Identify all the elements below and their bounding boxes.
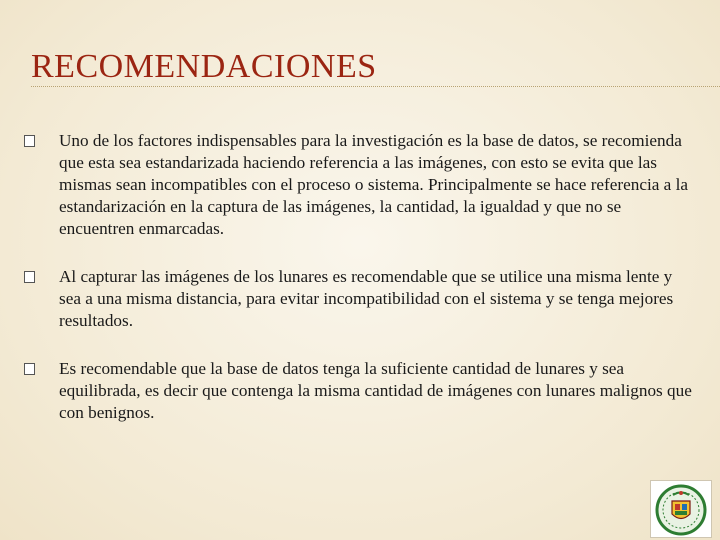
seal-graphic [651,481,711,537]
university-seal-logo [650,480,712,538]
square-bullet-icon [24,363,35,375]
square-bullet-icon [24,271,35,283]
bullet-item [24,130,694,240]
bullet-item [24,358,694,424]
square-bullet-icon [24,135,35,147]
title-divider [31,86,720,87]
bullet-list [24,130,694,450]
bullet-item [24,266,694,332]
bullet-text: Es recomendable que la base de datos tenga la suficiente cantidad de lunares y sea equilibrada, es decir que contenga la misma cantidad de imágenes con lunares malignos que con benignos. [59,359,692,422]
bullet-text: Al capturar las imágenes de los lunares es recomendable que se utilice una misma lente y sea a una misma distancia, para evitar incompatibilidad con el sistema y se tenga mejores resultados. [59,267,674,330]
bullet-text: Uno de los factores indispensables para la investigación es la base de datos, se recomienda que esta sea estandarizada haciendo referencia a las imágenes, con esto se evita que las mismas sean incompatibles con el proceso o sistema. Principalmente se hace referencia a la estandarización en la captura de las imágenes, la cantidad, la igualdad y que no se encuentren enmarcadas. [59,131,689,238]
slide-title: RECOMENDACIONES [31,48,377,85]
